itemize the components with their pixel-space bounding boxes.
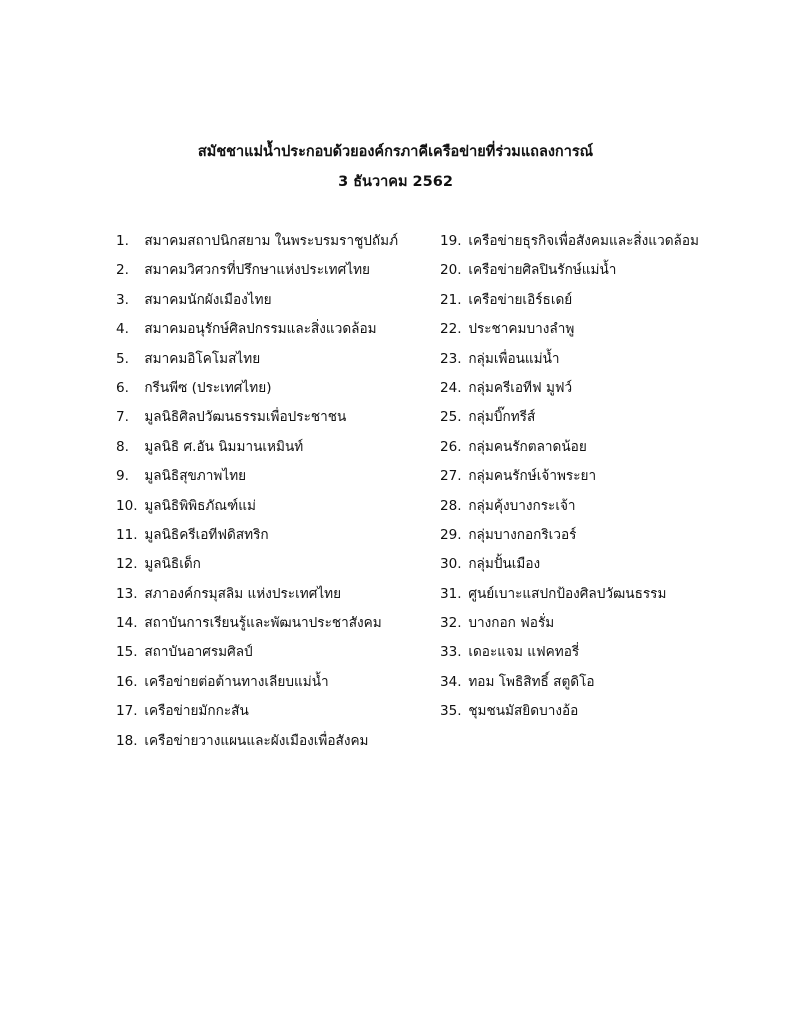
list-item-number: 2. [116, 262, 129, 279]
list-item [116, 698, 436, 727]
list-item-text: เครือข่ายมักกะสัน [144, 703, 249, 720]
list-item [116, 522, 436, 551]
list-item-text: กลุ่มปั้นเมือง [468, 556, 541, 573]
list-item-number: 27. [440, 468, 462, 485]
list-item [116, 346, 436, 375]
list-item [116, 728, 436, 757]
list-item-text: มูลนิธิสุขภาพไทย [144, 468, 247, 485]
list-item-number: 31. [440, 585, 462, 602]
list-item-number: 10. [116, 497, 138, 514]
list-item-text: เครือข่ายต่อต้านทางเลียบแม่น้ำ [144, 673, 329, 690]
list-item-number: 29. [440, 526, 462, 543]
list-item [116, 639, 436, 668]
list-item [440, 493, 760, 522]
list-item-text: สมาคมนักผังเมืองไทย [144, 291, 272, 308]
list-item-text: เครือข่ายเอิร์ธเดย์ [468, 291, 573, 308]
list-item-text: สภาองค์กรมุสลิม แห่งประเทศไทย [144, 585, 342, 602]
list-item-number: 6. [116, 379, 129, 396]
list-item-number: 11. [116, 526, 138, 543]
list-item-text: กลุ่มคุ้งบางกระเจ้า [468, 497, 576, 514]
list-item-number: 14. [116, 615, 138, 632]
list-item-number: 21. [440, 291, 462, 308]
member-list-right [440, 228, 760, 728]
list-item [116, 287, 436, 316]
list-item [116, 610, 436, 639]
list-item-number: 18. [116, 732, 138, 749]
list-item-text: ทอม โพธิสิทธิ์ สตูดิโอ [468, 673, 595, 690]
list-item-number: 24. [440, 379, 462, 396]
list-item-text: มูลนิธิ ศ.อัน นิมมานเหมินท์ [144, 438, 304, 455]
list-item-text: กลุ่มบางกอกริเวอร์ [468, 526, 577, 543]
list-item-text: ประชาคมบางลำพู [468, 321, 575, 338]
list-item-number: 26. [440, 438, 462, 455]
list-item [116, 316, 436, 345]
list-item [440, 551, 760, 580]
list-item [116, 375, 436, 404]
list-item [440, 346, 760, 375]
list-item [116, 257, 436, 286]
list-item [116, 493, 436, 522]
list-item-text: สถาบันอาศรมศิลป์ [144, 644, 253, 661]
list-item [440, 522, 760, 551]
list-item-text: มูลนิธิเด็ก [144, 556, 201, 573]
list-item-text: มูลนิธิพิพิธภัณฑ์แม่ [144, 497, 257, 514]
list-item-text: กรีนพีซ (ประเทศไทย) [144, 379, 272, 396]
list-item-text: กลุ่มเพื่อนแม่น้ำ [468, 350, 560, 367]
list-item [440, 228, 760, 257]
list-item-number: 17. [116, 703, 138, 720]
document-date: 3 ธันวาคม 2562 [338, 174, 453, 190]
list-item-text: เดอะแจม แฟคทอรี่ [468, 644, 580, 661]
list-item [116, 404, 436, 433]
list-item-number: 15. [116, 644, 138, 661]
list-item [116, 463, 436, 492]
list-item-text: มูลนิธิศิลปวัฒนธรรมเพื่อประชาชน [144, 409, 347, 426]
list-item [440, 404, 760, 433]
list-item-text: บางกอก ฟอรั่ม [468, 615, 555, 632]
list-item-number: 12. [116, 556, 138, 573]
list-item-number: 32. [440, 615, 462, 632]
list-item [440, 375, 760, 404]
document-title: สมัชชาแม่น้ำประกอบด้วยองค์กรภาคีเครือข่ายที่ร่วมแถลงการณ์ [197, 144, 594, 160]
list-item-number: 13. [116, 585, 138, 602]
list-item-number: 35. [440, 703, 462, 720]
list-item [440, 669, 760, 698]
list-item [116, 581, 436, 610]
list-item [440, 316, 760, 345]
list-item [440, 698, 760, 727]
list-item-number: 30. [440, 556, 462, 573]
list-item-number: 22. [440, 321, 462, 338]
list-item-number: 3. [116, 291, 129, 308]
list-item-text: ศูนย์เบาะแสปกป้องศิลปวัฒนธรรม [468, 585, 667, 602]
list-item [116, 228, 436, 257]
list-item-number: 4. [116, 321, 129, 338]
list-item [440, 581, 760, 610]
list-item-text: กลุ่มคนรักตลาดน้อย [468, 438, 587, 455]
list-item-text: มูลนิธิครีเอทีฟดิสทริก [144, 526, 269, 543]
list-item-number: 5. [116, 350, 129, 367]
list-item-number: 7. [116, 409, 129, 426]
list-item [440, 257, 760, 286]
list-item [440, 463, 760, 492]
list-item [116, 434, 436, 463]
list-item-text: กลุ่มครีเอทีฟ มูฟว์ [468, 379, 573, 396]
list-item-number: 28. [440, 497, 462, 514]
list-item-number: 8. [116, 438, 129, 455]
list-item-number: 33. [440, 644, 462, 661]
list-item-text: กลุ่มคนรักษ์เจ้าพระยา [468, 468, 597, 485]
list-item-text: สมาคมวิศวกรที่ปรึกษาแห่งประเทศไทย [144, 262, 371, 279]
list-item-text: สมาคมอนุรักษ์ศิลปกรรมและสิ่งแวดล้อม [144, 321, 377, 338]
list-item-text: สมาคมสถาปนิกสยาม ในพระบรมราชูปถัมภ์ [144, 233, 399, 249]
list-item-number: 23. [440, 350, 462, 367]
list-item [440, 639, 760, 668]
list-item-number: 34. [440, 673, 462, 690]
list-item-text: สมาคมอิโคโมสไทย [144, 350, 261, 367]
list-item [116, 669, 436, 698]
list-item-number: 25. [440, 409, 462, 426]
list-item [440, 434, 760, 463]
list-item [440, 287, 760, 316]
list-item-number: 20. [440, 262, 462, 279]
list-item-text: เครือข่ายธุรกิจเพื่อสังคมและสิ่งแวดล้อม [468, 233, 699, 249]
list-item [116, 551, 436, 580]
member-list-left [116, 228, 436, 757]
list-item-number: 16. [116, 673, 138, 690]
list-item-text: เครือข่ายศิลปินรักษ์แม่น้ำ [468, 262, 617, 279]
list-item-text: เครือข่ายวางแผนและผังเมืองเพื่อสังคม [144, 732, 369, 749]
list-item-number: 1. [116, 233, 129, 249]
list-item-text: กลุ่มบิ๊กทรีส์ [468, 409, 536, 426]
list-item-number: 9. [116, 468, 129, 485]
list-item-text: ชุมชนมัสยิดบางอ้อ [468, 703, 579, 720]
list-item-text: สถาบันการเรียนรู้และพัฒนาประชาสังคม [144, 615, 382, 632]
list-item [440, 610, 760, 639]
list-item-number: 19. [440, 233, 462, 249]
